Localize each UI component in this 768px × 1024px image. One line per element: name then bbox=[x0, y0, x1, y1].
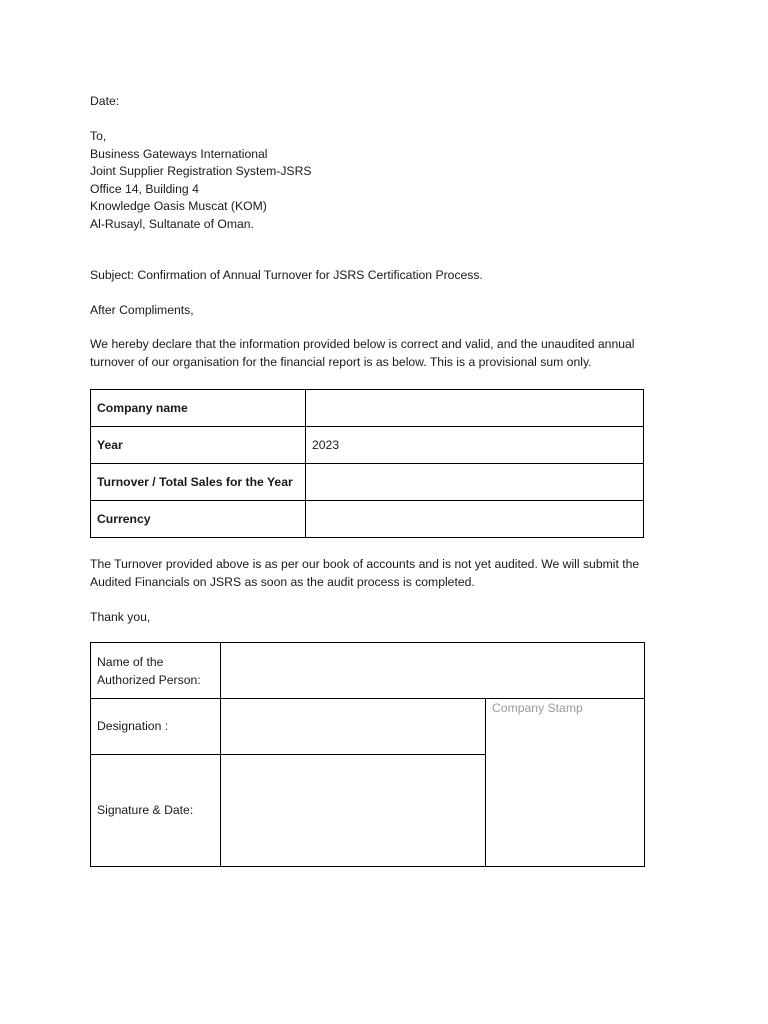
note-line: Audited Financials on JSRS as soon as the audit process is completed. bbox=[90, 574, 475, 589]
table-row bbox=[91, 501, 644, 538]
year-label: Year bbox=[91, 427, 306, 464]
date-label: Date: bbox=[90, 94, 120, 108]
company-name-label: Company name bbox=[91, 390, 306, 427]
company-stamp-area[interactable] bbox=[486, 699, 644, 866]
closing: Thank you, bbox=[90, 610, 151, 624]
designation-field[interactable] bbox=[221, 699, 485, 754]
table-row bbox=[91, 427, 644, 464]
turnover-value[interactable] bbox=[306, 464, 644, 501]
address-line: Knowledge Oasis Muscat (KOM) bbox=[90, 199, 267, 213]
address-line: Joint Supplier Registration System-JSRS bbox=[90, 164, 312, 178]
company-stamp-placeholder: Company Stamp bbox=[492, 701, 583, 715]
greeting: After Compliments, bbox=[90, 303, 194, 317]
declaration-line: We hereby declare that the information provided below is correct and valid, and the unaudited annual bbox=[90, 337, 635, 351]
declaration-paragraph bbox=[90, 336, 635, 371]
note-paragraph bbox=[90, 556, 639, 591]
year-value[interactable]: 2023 bbox=[306, 427, 644, 464]
authorized-person-label bbox=[97, 654, 201, 689]
address-line: Al-Rusayl, Sultanate of Oman. bbox=[90, 216, 254, 231]
turnover-label: Turnover / Total Sales for the Year bbox=[91, 464, 306, 501]
company-name-value[interactable] bbox=[306, 390, 644, 427]
table-row bbox=[91, 464, 644, 501]
address-line: Office 14, Building 4 bbox=[90, 181, 199, 196]
declaration-line: turnover of our organisation for the financial report is as below. This is a provisional sum only. bbox=[90, 354, 592, 369]
currency-value[interactable] bbox=[306, 501, 644, 538]
address-line: Business Gateways International bbox=[90, 146, 268, 161]
signature-date-label: Signature & Date: bbox=[97, 803, 194, 817]
designation-label: Designation : bbox=[97, 719, 169, 733]
authorized-person-label-line: Name of the bbox=[97, 655, 164, 669]
authorized-person-label-line: Authorized Person: bbox=[97, 672, 201, 687]
subject-line: Subject: Confirmation of Annual Turnover for JSRS Certification Process. bbox=[90, 268, 483, 282]
signature-date-field[interactable] bbox=[221, 755, 485, 866]
table-row bbox=[91, 390, 644, 427]
address-to: To, bbox=[90, 129, 107, 143]
address-block bbox=[90, 128, 312, 233]
turnover-table bbox=[90, 389, 644, 538]
currency-label: Currency bbox=[91, 501, 306, 538]
authorized-person-field[interactable] bbox=[221, 643, 644, 698]
note-line: The Turnover provided above is as per our book of accounts and is not yet audited. We will submit the bbox=[90, 557, 640, 571]
